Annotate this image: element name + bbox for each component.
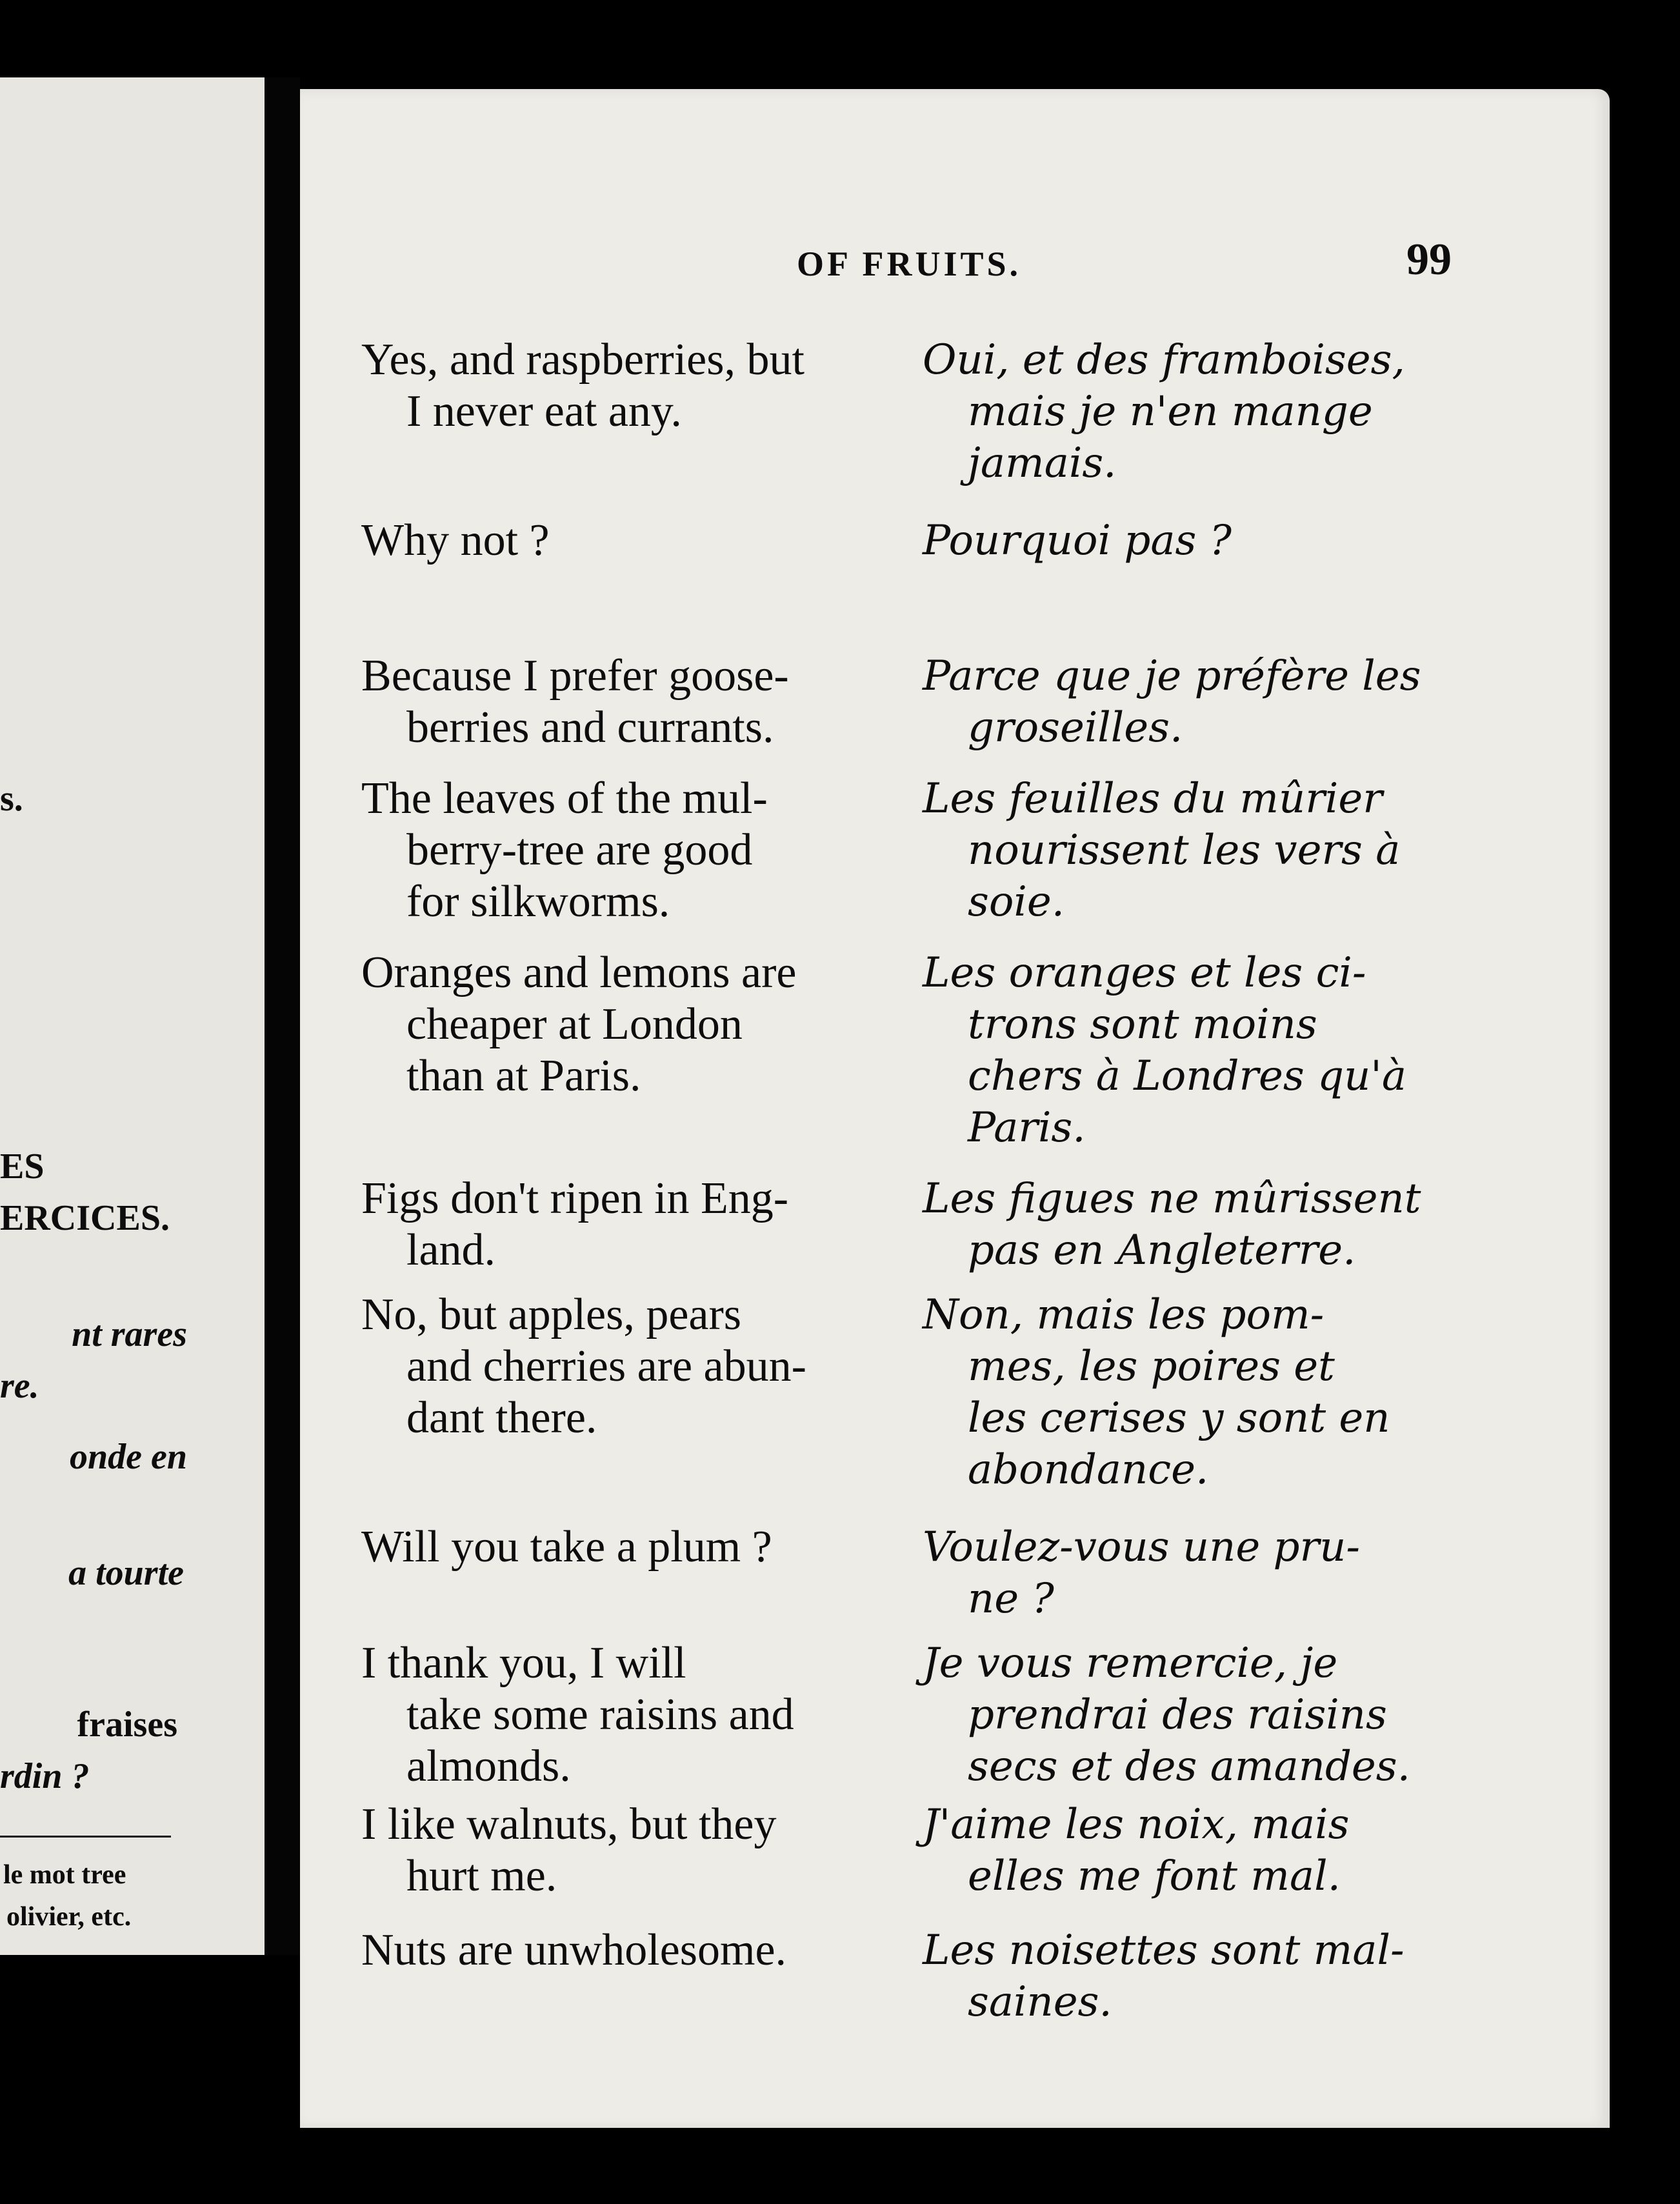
english-line: take some raisins and [406,1690,794,1739]
facing-page-line: ERCICES. [0,1198,170,1238]
english-text [361,1173,877,1276]
english-line: Nuts are unwholesome. [361,1925,787,1975]
french-text [923,1521,1484,1625]
english-text [361,1925,877,1976]
french-line: jamais. [968,439,1117,487]
book-gutter [265,77,300,1955]
french-line: Voulez-vous une pru- [923,1523,1360,1571]
french-line: Les oranges et les ci- [923,949,1366,997]
english-line: cheaper at London [406,999,743,1049]
english-line: land. [406,1225,496,1275]
french-text [923,1799,1484,1902]
french-line: pas en Angleterre. [968,1227,1356,1274]
french-text [923,650,1484,754]
english-text [361,1638,877,1792]
french-line: J'aime les noix, mais [923,1801,1350,1848]
english-text [361,773,877,928]
french-text [923,947,1484,1154]
english-line: Because I prefer goose- [361,651,789,701]
english-line: for silkworms. [406,877,670,927]
french-text [923,773,1484,928]
facing-page-line: ES [0,1147,45,1187]
french-text [923,334,1484,489]
english-text [361,1521,877,1573]
english-line: The leaves of the mul- [361,774,768,823]
french-line: les cerises y sont en [968,1394,1390,1442]
english-line: Oranges and lemons are [361,948,797,997]
french-line: elles me font mal. [968,1852,1341,1900]
french-line: Les noisettes sont mal- [923,1927,1405,1974]
french-line: Oui, et des framboises, [923,336,1405,384]
french-line: trons sont moins [968,1001,1317,1048]
facing-page-line: rdin ? [0,1756,90,1796]
english-line: Will you take a plum ? [361,1522,772,1572]
footnote-rule [0,1836,171,1838]
english-line: almonds. [406,1741,571,1791]
footnote-line: olivier, etc. [6,1902,132,1932]
french-line: Je vous remercie, je [923,1639,1338,1687]
french-line: prendrai des raisins [968,1691,1387,1739]
french-line: Les feuilles du mûrier [923,775,1383,823]
english-line: Figs don't ripen in Eng- [361,1174,789,1223]
facing-page-line: fraises [77,1705,177,1745]
english-line: berries and currants. [406,703,774,752]
french-text [923,515,1484,566]
facing-page-line: re. [0,1366,39,1406]
french-line: mes, les poires et [968,1343,1335,1390]
french-line: saines. [968,1978,1112,2026]
facing-page-line: a tourte [68,1553,184,1593]
english-text [361,1799,877,1902]
french-text [923,1289,1484,1496]
english-text [361,1289,877,1444]
english-line: dant there. [406,1393,597,1443]
french-line: Non, mais les pom- [923,1291,1325,1339]
book-page [300,89,1610,2128]
french-text [923,1925,1484,2028]
facing-page [0,77,265,1955]
english-line: berry-tree are good [406,825,753,875]
english-line: Why not ? [361,516,550,565]
french-line: Paris. [968,1104,1086,1152]
french-line: Parce que je préfère les [923,652,1421,700]
english-line: I like walnuts, but they [361,1799,777,1849]
english-text [361,947,877,1102]
facing-page-line: nt rares [72,1314,187,1354]
french-line: secs et des amandes. [968,1743,1410,1790]
french-line: abondance. [968,1446,1209,1494]
french-line: Les figues ne mûrissent [923,1175,1421,1223]
page-number: 99 [1406,235,1452,285]
facing-page-line: onde en [70,1437,187,1477]
english-line: No, but apples, pears [361,1290,742,1339]
english-line: Yes, and raspberries, but [361,335,805,385]
french-line: Pourquoi pas ? [923,517,1232,565]
english-line: I thank you, I will [361,1638,686,1688]
running-head: OF FRUITS. [797,245,1022,283]
english-line: and cherries are abun- [406,1341,806,1391]
english-text [361,515,877,566]
french-line: nourissent les vers à [968,827,1401,874]
french-line: soie. [968,878,1065,926]
french-text [923,1638,1484,1792]
english-text [361,650,877,754]
french-line: ne ? [968,1575,1054,1623]
footnote-line: le mot tree [3,1860,126,1890]
french-line: mais je n'en mange [968,388,1373,436]
french-text [923,1173,1484,1276]
facing-page-line: s. [0,779,23,819]
french-line: chers à Londres qu'à [968,1052,1407,1100]
english-line: hurt me. [406,1851,557,1901]
english-line: than at Paris. [406,1051,641,1101]
english-text [361,334,877,437]
french-line: groseilles. [968,704,1183,752]
english-line: I never eat any. [406,386,682,436]
